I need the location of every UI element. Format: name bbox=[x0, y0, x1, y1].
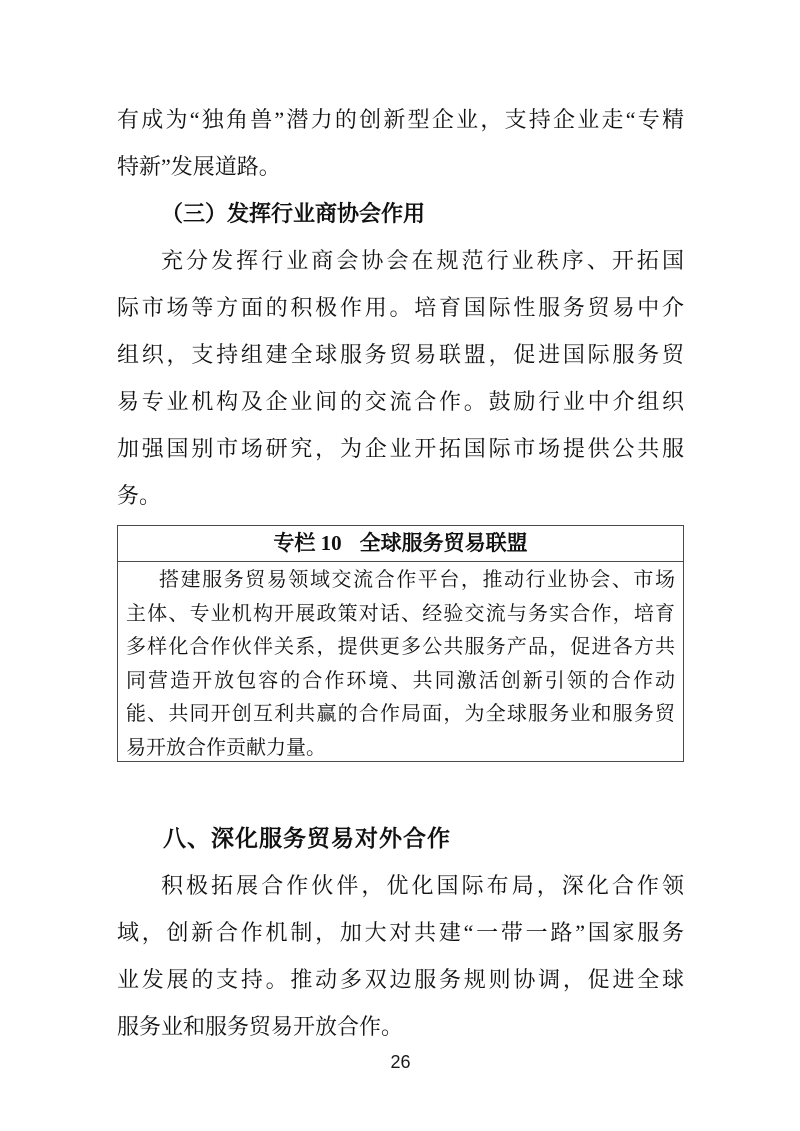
text-line: 服务业和服务贸易开放合作。 bbox=[117, 1014, 404, 1039]
text-line: 业发展的支持。推动多双边服务规则协调，促进全球 bbox=[117, 967, 684, 992]
text-line: 同营造开放包容的合作环境、共同激活创新引领的合作动 bbox=[126, 669, 675, 692]
text-line: 能、共同开创互利共赢的合作局面，为全球服务业和服务贸 bbox=[126, 703, 675, 725]
paragraph-intro bbox=[117, 96, 684, 190]
text-line: 特新”发展道路。 bbox=[117, 154, 281, 179]
text-line: 易专业机构及企业间的交流合作。鼓励行业中介组织 bbox=[117, 389, 684, 414]
section-heading-3: （三）发挥行业商协会作用 bbox=[161, 201, 426, 226]
column-box-name: 全球服务贸易联盟 bbox=[359, 531, 528, 555]
paragraph-section-8 bbox=[117, 862, 684, 1050]
paragraph-section-3 bbox=[117, 237, 684, 519]
column-box-label: 专栏 10 bbox=[273, 531, 342, 555]
text-line: 主体、专业机构开展政策对话、经验交流与务实合作，培育 bbox=[126, 602, 675, 625]
text-line: 域，创新合作机制，加大对共建“一带一路”国家服务 bbox=[117, 920, 684, 945]
page-number: 26 bbox=[390, 1052, 411, 1072]
column-box-title bbox=[118, 526, 683, 562]
text-line: 搭建服务贸易领域交流合作平台，推动行业协会、市场 bbox=[159, 569, 675, 591]
text-line: 际市场等方面的积极作用。培育国际性服务贸易中介 bbox=[117, 295, 684, 320]
text-line: 有成为“独角兽”潜力的创新型企业，支持企业走“专精 bbox=[117, 107, 684, 132]
column-box-body bbox=[118, 562, 683, 762]
text-line: 易开放合作贡献力量。 bbox=[126, 736, 326, 759]
text-line: 多样化合作伙伴关系，提供更多公共服务产品，促进各方共 bbox=[126, 636, 675, 658]
text-line: 充分发挥行业商会协会在规范行业秩序、开拓国 bbox=[161, 248, 684, 273]
text-line: 组织，支持组建全球服务贸易联盟，促进国际服务贸 bbox=[117, 342, 684, 367]
section-heading-8: 八、深化服务贸易对外合作 bbox=[163, 825, 451, 851]
text-line: 积极拓展合作伙伴，优化国际布局，深化合作领 bbox=[161, 873, 684, 898]
text-line: 务。 bbox=[117, 483, 162, 508]
text-line: 加强国别市场研究，为企业开拓国际市场提供公共服 bbox=[117, 436, 684, 461]
column-box-10 bbox=[117, 525, 684, 762]
